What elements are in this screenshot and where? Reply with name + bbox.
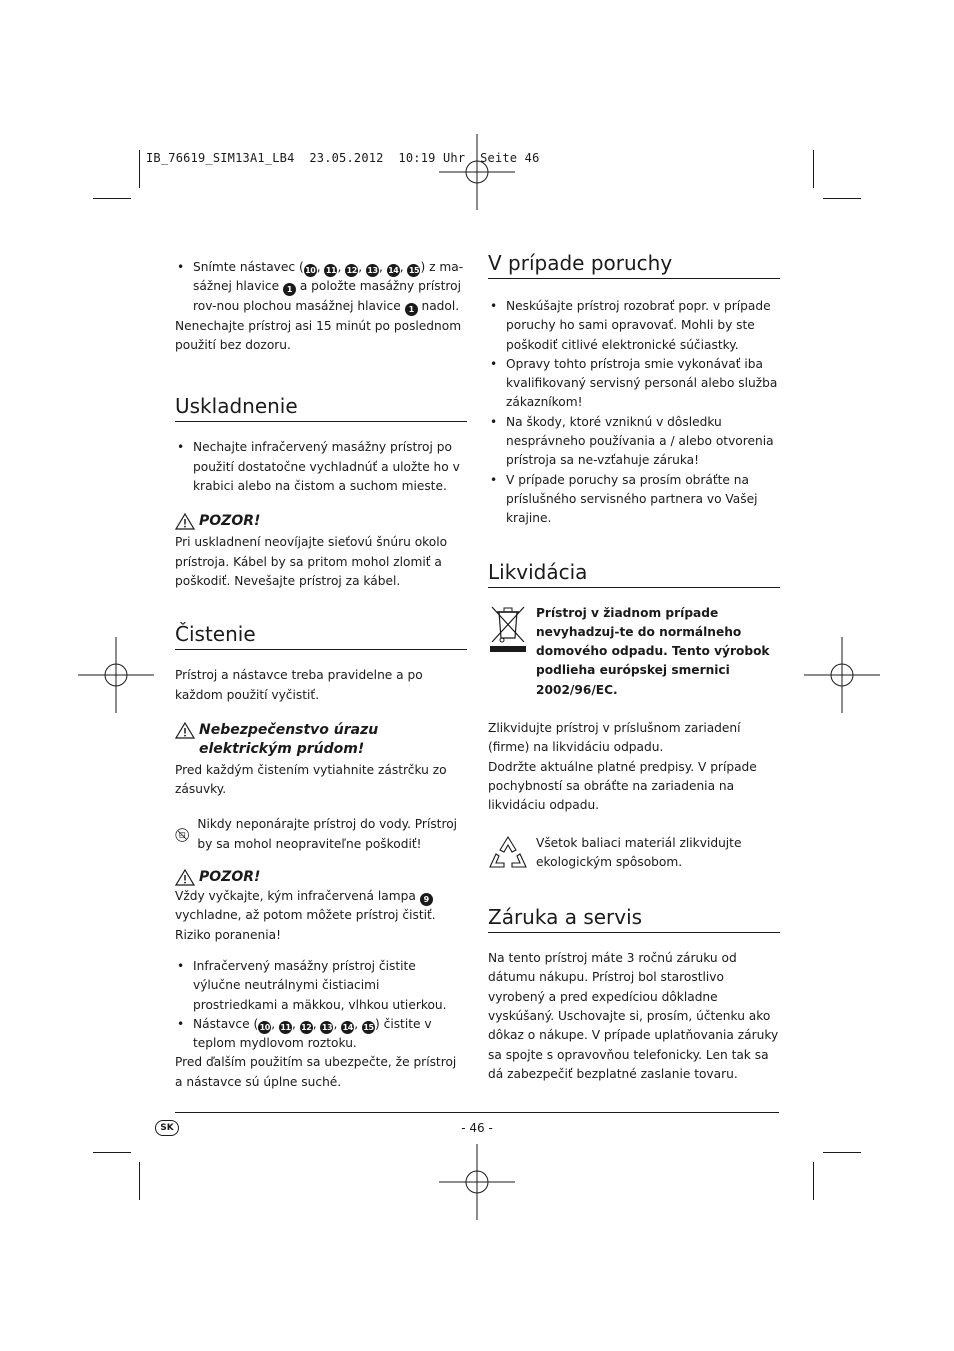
electric-danger-text: Pred každým čistením vytiahnite zástrčku zo zásuvky. (175, 762, 447, 797)
list-item: • Opravy tohto prístroja smie vykonávať iba kvalifikovaný servisný personál alebo služba zákazníkom! (488, 355, 780, 413)
cleaning-list (175, 957, 467, 1053)
fault-list (488, 297, 780, 529)
ref-badge: 10 (305, 266, 316, 275)
ref-badge: 13 (321, 1022, 333, 1032)
registration-mark-top (439, 134, 515, 210)
list-item: • Nechajte infračervený masážny prístroj po použití dostatočne vychladnúť a uložte ho v krabici alebo na čistom a suchom mieste. (175, 438, 467, 496)
recycling-icon (488, 834, 528, 872)
registration-mark-left (78, 637, 154, 713)
ref-badge: 1 (405, 303, 418, 316)
section-title-cleaning: Čistenie (175, 621, 467, 650)
left-column (175, 258, 467, 1092)
disposal-para-2: Dodržte aktuálne platné predpisy. V prípade pochybností sa obráťte na zariadenia na likvidáciu odpadu. (488, 759, 757, 813)
list-item: • V prípade poruchy sa prosím obráťte na príslušného servisného partnera vo Vašej krajine. (488, 471, 780, 529)
injury-risk-text: Riziko poranenia! (175, 927, 281, 942)
ref-badge: 1 (283, 283, 296, 296)
ref-badge: 12 (301, 1022, 312, 1032)
recycling-text: Všetok baliaci materiál zlikvidujte ekologickým spôsobom. (536, 835, 742, 869)
section-title-fault: V prípade poruchy (488, 250, 780, 279)
storage-list (175, 438, 467, 496)
ref-badge: 14 (388, 266, 399, 275)
electric-danger-title: Nebezpečenstvo úrazu elektrickým prúdom! (175, 721, 467, 759)
cleaning-outro: Pred ďalším použitím sa ubezpečte, že prístroj a nástavce sú úplne suché. (175, 1055, 457, 1089)
ref-badge: 13 (367, 266, 378, 275)
cleaning-intro: Prístroj a nástavce treba pravidelne a po každom použití vyčistiť. (175, 668, 423, 702)
storage-warning-title: POZOR! (175, 512, 467, 531)
ref-badge: 11 (325, 266, 337, 275)
list-item: • Na škody, ktoré vzniknú v dôsledku nesprávneho používania a / alebo otvorenia prístroja sa ne-vzťahuje záruka! (488, 413, 780, 471)
warranty-text: Na tento prístroj máte 3 ročnú záruku od dátumu nákupu. Prístroj bol starostlivo vyrobený a pred expedíciou dôkladne vyskúšaný. Uschovajte si, prosím, účtenku ako dôkaz o nákupe. V prípade uplatňovania záruky sa spojte s opravovňou telefonicky. Len tak sa dá zabezpečiť bezplatné zaslanie tovaru. (488, 951, 779, 1081)
no-water-icon (175, 822, 189, 848)
ref-badge: 15 (363, 1022, 374, 1032)
section-title-warranty: Záruka a servis (488, 904, 780, 933)
list-item: • Snímte nástavec (10, 11, 12, 13, 14, 15) z ma-sážnej hlavice 1 a položte masážny prístroj rov-nou plochou masážnej hlavice 1 nadol. (175, 258, 467, 316)
ref-badge: 10 (259, 1022, 270, 1032)
warning-triangle-icon (175, 722, 195, 739)
list-item: • Infračervený masážny prístroj čistite výlučne neutrálnymi čistiacimi prostriedkami a mäkkou, vlhkou utierkou. (175, 957, 467, 1015)
right-column (488, 250, 780, 1084)
list-item: • Neskúšajte prístroj rozobrať popr. v prípade poruchy ho sami opravovať. Mohli by ste poškodiť citlivé elektronické súčiastky. (488, 297, 780, 355)
list-item: • Nástavce (10, 11, 12, 13, 14, 15) čistite v teplom mydlovom roztoku. (175, 1015, 467, 1054)
weee-notice (488, 604, 780, 700)
registration-mark-bottom (439, 1144, 515, 1220)
ref-badge: 9 (420, 893, 433, 906)
footer-divider (175, 1112, 779, 1113)
disposal-para-1: Zlikvidujte prístroj v príslušnom zariadení (firme) na likvidáciu odpadu. (488, 721, 741, 755)
crossed-bin-icon (488, 604, 528, 654)
print-slug: IB_76619_SIM13A1_LB4 23.05.2012 10:19 Uhr Seite 46 (146, 151, 540, 165)
no-water-text: Nikdy neponárajte prístroj do vody. Prístroj by sa mohol neopraviteľne poškodiť! (197, 817, 458, 851)
cleaning-warning-text: Vždy vyčkajte, kým infračervená lampa 9 vychladne, až potom môžete prístroj čistiť. (175, 889, 436, 923)
intro-note: Nenechajte prístroj asi 15 minút po poslednom použití bez dozoru. (175, 318, 462, 353)
intro-list (175, 258, 467, 316)
storage-warning-text: Pri uskladnení neovíjajte sieťovú šnúru okolo prístroja. Kábel by sa pritom mohol zlomiť a poškodiť. Nevešajte prístroj za kábel. (175, 535, 448, 588)
weee-text: Prístroj v žiadnom prípade nevyhadzuj-te do normálneho domového odpadu. Tento výrobok podlieha európskej smernici 2002/96/EC. (536, 605, 770, 697)
section-title-disposal: Likvidácia (488, 559, 780, 588)
cleaning-warning-title: POZOR! (175, 868, 467, 887)
ref-badge: 14 (342, 1022, 353, 1032)
ref-badge: 11 (280, 1022, 291, 1032)
registration-mark-right (804, 637, 880, 713)
warning-triangle-icon (175, 513, 195, 530)
section-title-storage: Uskladnenie (175, 393, 467, 422)
ref-badge: 12 (346, 266, 357, 275)
page-number: - 46 - (461, 1121, 493, 1135)
no-water-notice (175, 815, 467, 854)
language-badge: SK (155, 1120, 179, 1136)
ref-badge: 15 (408, 266, 420, 275)
warning-triangle-icon (175, 869, 195, 886)
recycling-notice (488, 834, 780, 873)
